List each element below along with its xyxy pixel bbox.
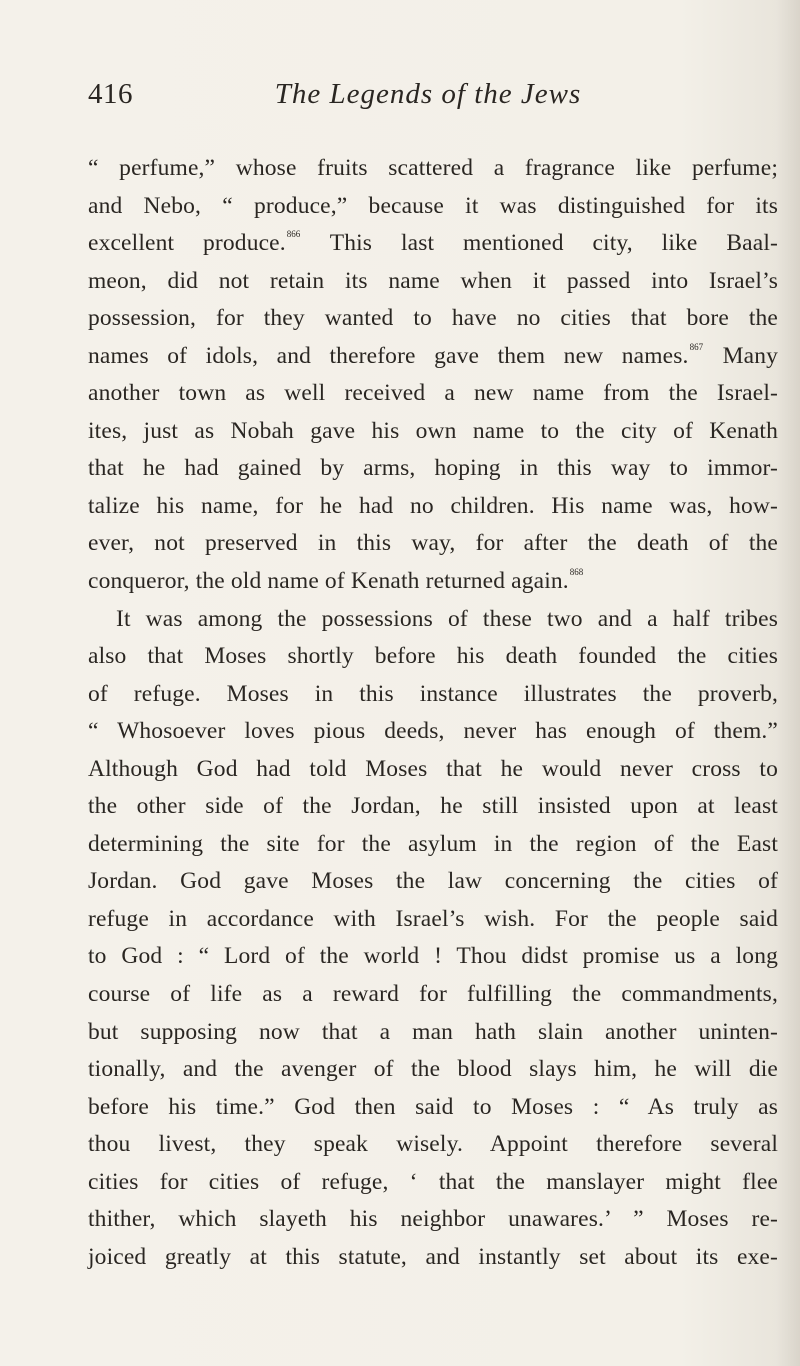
text-line bbox=[88, 1239, 778, 1277]
text-segment: thou livest, they speak wisely. Appoint therefore several bbox=[88, 1131, 778, 1158]
text-line bbox=[88, 676, 778, 714]
page-number: 416 bbox=[88, 78, 133, 110]
text-segment: another town as well received a new name from the Israel- bbox=[88, 380, 778, 407]
text-segment: names of idols, and therefore gave them new names. bbox=[88, 342, 689, 369]
text-segment: refuge in accordance with Israel’s wish. For the people said bbox=[88, 905, 778, 932]
text-segment: talize his name, for he had no children. His name was, how- bbox=[88, 492, 778, 519]
text-segment: ever, not preserved in this way, for after the death of the bbox=[88, 530, 778, 557]
text-line bbox=[88, 1051, 778, 1089]
text-segment: tionally, and the avenger of the blood slays him, he will die bbox=[88, 1056, 778, 1083]
text-segment: joiced greatly at this statute, and instantly set about its exe- bbox=[88, 1243, 778, 1270]
text-line bbox=[88, 1164, 778, 1202]
text-segment: but supposing now that a man hath slain another uninten- bbox=[88, 1018, 778, 1045]
text-line bbox=[88, 525, 778, 563]
text-segment: meon, did not retain its name when it passed into Israel’s bbox=[88, 267, 778, 294]
text-segment: course of life as a reward for fulfilling the commandments, bbox=[88, 981, 778, 1008]
text-line bbox=[88, 1126, 778, 1164]
text-segment: that he had gained by arms, hoping in this way to immor- bbox=[88, 455, 778, 482]
text-segment: “ Whosoever loves pious deeds, never has enough of them.” bbox=[88, 718, 778, 745]
text-line bbox=[88, 788, 778, 826]
text-line bbox=[88, 188, 778, 226]
text-line bbox=[88, 1201, 778, 1239]
text-segment: Jordan. God gave Moses the law concerning the cities of bbox=[88, 868, 778, 895]
text-segment: also that Moses shortly before his death founded the cities bbox=[88, 643, 778, 670]
text-line bbox=[88, 488, 778, 526]
text-segment: thither, which slayeth his neighbor unawares.’ ” Moses re- bbox=[88, 1206, 778, 1233]
text-line bbox=[88, 1014, 778, 1052]
text-line bbox=[88, 863, 778, 901]
text-segment: possession, for they wanted to have no cities that bore the bbox=[88, 305, 778, 332]
text-line bbox=[88, 938, 778, 976]
footnote-marker: 866 bbox=[286, 229, 301, 240]
text-line bbox=[88, 413, 778, 451]
footnote-marker: 868 bbox=[569, 567, 584, 578]
paragraph-first-line bbox=[88, 601, 778, 639]
text-segment: Many bbox=[704, 342, 778, 369]
text-segment: determining the site for the asylum in the region of the East bbox=[88, 830, 778, 857]
text-line bbox=[88, 300, 778, 338]
text-line bbox=[88, 338, 778, 376]
text-segment: It was among the possessions of these two and a half tribes bbox=[116, 605, 778, 632]
text-segment: ites, just as Nobah gave his own name to the city of Kenath bbox=[88, 417, 778, 444]
text-segment: excellent produce. bbox=[88, 230, 286, 257]
body-text bbox=[88, 150, 778, 1276]
text-line bbox=[88, 638, 778, 676]
text-line bbox=[88, 263, 778, 301]
text-segment: cities for cities of refuge, ‘ that the manslayer might flee bbox=[88, 1168, 778, 1195]
text-line bbox=[88, 225, 778, 263]
text-segment: and Nebo, “ produce,” because it was distinguished for its bbox=[88, 192, 778, 219]
text-segment: of refuge. Moses in this instance illustrates the proverb, bbox=[88, 680, 778, 707]
footnote-marker: 867 bbox=[689, 341, 704, 352]
text-line bbox=[88, 450, 778, 488]
text-line bbox=[88, 1089, 778, 1127]
text-segment: Although God had told Moses that he would never cross to bbox=[88, 755, 778, 782]
text-segment: the other side of the Jordan, he still insisted upon at least bbox=[88, 793, 778, 820]
text-line bbox=[88, 563, 778, 601]
text-segment: conqueror, the old name of Kenath returned again. bbox=[88, 568, 569, 595]
text-segment: before his time.” God then said to Moses : “ As truly as bbox=[88, 1093, 778, 1120]
running-title: The Legends of the Jews bbox=[274, 78, 582, 110]
text-line bbox=[88, 976, 778, 1014]
text-line bbox=[88, 713, 778, 751]
page-header bbox=[88, 78, 728, 118]
text-line bbox=[88, 150, 778, 188]
text-line bbox=[88, 751, 778, 789]
text-segment: This last mentioned city, like Baal- bbox=[301, 230, 778, 257]
text-line bbox=[88, 375, 778, 413]
text-segment: “ perfume,” whose fruits scattered a fragrance like perfume; bbox=[88, 155, 778, 181]
text-line bbox=[88, 901, 778, 939]
text-line bbox=[88, 826, 778, 864]
text-segment: to God : “ Lord of the world ! Thou didst promise us a long bbox=[88, 943, 778, 970]
